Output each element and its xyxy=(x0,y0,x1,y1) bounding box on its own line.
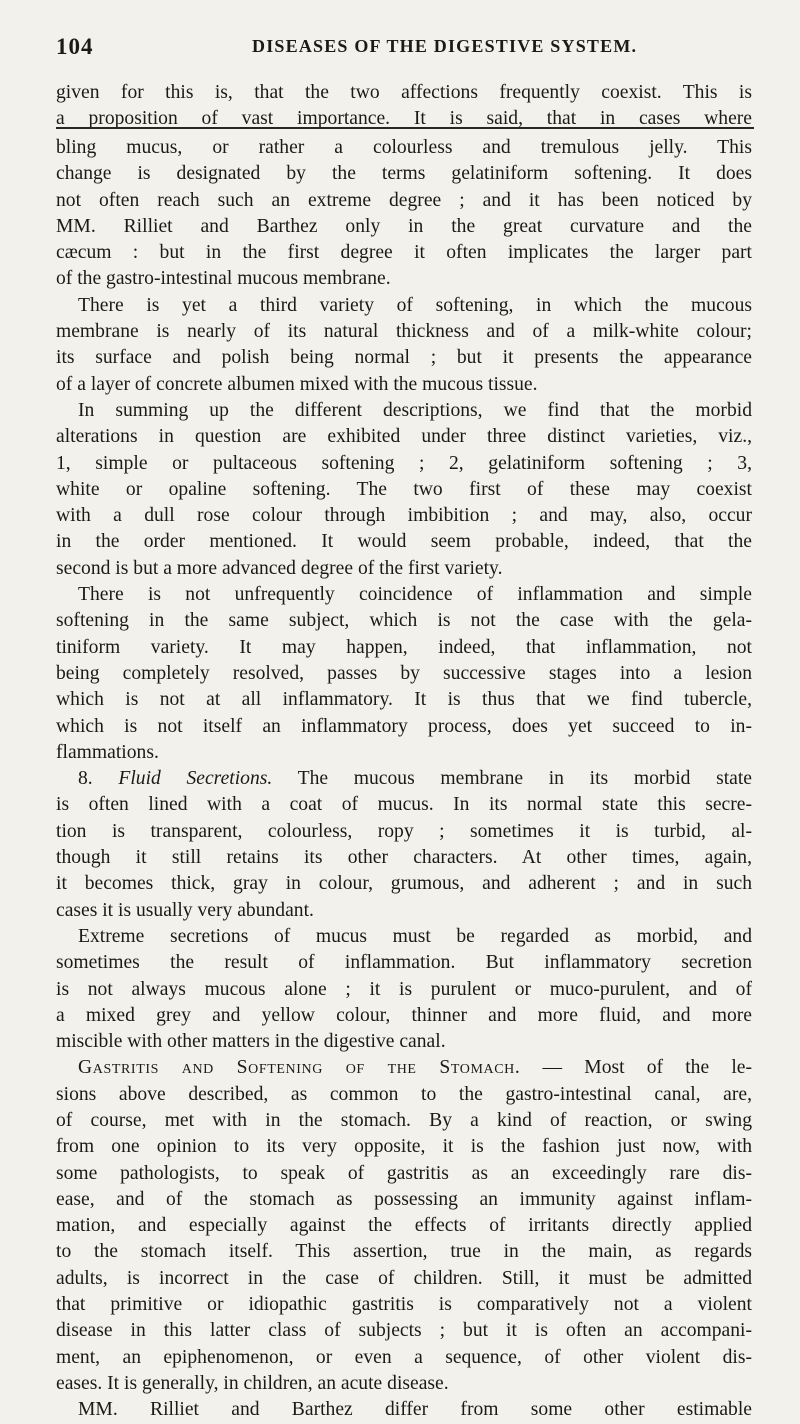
text-line: disease in this latter class of subjects ; but it is often an accompani- xyxy=(56,1320,752,1342)
text-line: a mixed grey and yellow colour, thinner and more fluid, and more xyxy=(56,1004,752,1026)
text-line: of a layer of concrete albumen mixed with the mucous tissue. xyxy=(56,373,538,395)
text-line: its surface and polish being normal ; but it presents the appearance xyxy=(56,347,752,369)
text-line: membrane is nearly of its natural thickness and of a milk-white colour; xyxy=(56,321,752,343)
section-text: — Most of the le- xyxy=(542,1057,752,1079)
text-line: sions above described, as common to the gastro-intestinal canal, are, xyxy=(56,1083,752,1105)
text-line: tiniform variety. It may happen, indeed, that inflammation, not xyxy=(56,636,752,658)
text-line: being completely resolved, passes by successive stages into a lesion xyxy=(56,662,752,684)
text-line: softening in the same subject, which is not the case with the gela- xyxy=(56,610,752,632)
text-line: to the stomach itself. This assertion, true in the main, as regards xyxy=(56,1241,752,1263)
text-line: miscible with other matters in the digestive canal. xyxy=(56,1031,446,1053)
text-line: sometimes the result of inflammation. But inflammatory secretion xyxy=(56,952,752,974)
text-line: with a dull rose colour through imbibition ; and may, also, occur xyxy=(56,505,752,527)
text-line: alterations in question are exhibited under three distinct varieties, viz., xyxy=(56,426,752,448)
text-line: it becomes thick, gray in colour, grumous, and adherent ; and in such xyxy=(56,873,752,895)
text-line: There is yet a third variety of softening, in which the mucous xyxy=(78,294,752,316)
text-line: bling mucus, or rather a colourless and tremulous jelly. This xyxy=(56,137,752,158)
text-line: which is not at all inflammatory. It is thus that we find tubercle, xyxy=(56,689,752,711)
page-header xyxy=(56,34,756,68)
text-line: There is not unfrequently coincidence of inflammation and simple xyxy=(78,584,752,606)
text-line: change is designated by the terms gelatiniform softening. It does xyxy=(56,163,752,185)
text-line: which is not itself an inflammatory process, does yet succeed to in- xyxy=(56,715,752,737)
text-line: MM. Rilliet and Barthez differ from some other estimable xyxy=(78,1399,752,1421)
section-heading: Fluid Secretions. xyxy=(118,768,273,790)
text-line: cæcum : but in the first degree it often implicates the larger part xyxy=(56,242,752,264)
text-line: not often reach such an extreme degree ; and it has been noticed by xyxy=(56,189,752,211)
text-line: though it still retains its other characters. At other times, again, xyxy=(56,847,752,869)
text-line: given for this is, that the two affections frequently coexist. This is xyxy=(56,82,752,103)
text-line: ease, and of the stomach as possessing an immunity against inflam- xyxy=(56,1188,752,1210)
section-heading-line xyxy=(56,766,752,792)
text-line: some pathologists, to speak of gastritis as an exceedingly rare dis- xyxy=(56,1162,752,1184)
text-line: in the order mentioned. It would seem probable, indeed, that the xyxy=(56,531,752,553)
text-line: of course, met with in the stomach. By a kind of reaction, or swing xyxy=(56,1109,752,1131)
section-heading-line xyxy=(56,1055,752,1081)
text-line: that primitive or idiopathic gastritis is comparatively not a violent xyxy=(56,1294,752,1316)
section-text: The mucous membrane in its morbid state xyxy=(297,768,753,790)
text-line: ment, an epiphenomenon, or even a sequence, of other violent dis- xyxy=(56,1346,752,1368)
section-number: 8. xyxy=(78,768,93,790)
text-line: second is but a more advanced degree of the first variety. xyxy=(56,557,503,579)
text-line: flammations. xyxy=(56,741,159,763)
text-line: a proposition of vast importance. It is said, that in cases where xyxy=(56,108,752,130)
text-line: of the gastro-intestinal mucous membrane. xyxy=(56,268,391,290)
section-heading: Gastritis and Softening of the Stomach. xyxy=(78,1057,521,1079)
text-line: white or opaline softening. The two first of these may coexist xyxy=(56,478,752,500)
text-line: adults, is incorrect in the case of children. Still, it must be admitted xyxy=(56,1267,752,1289)
page-splice-rule xyxy=(56,127,754,129)
text-line: from one opinion to its very opposite, it is the fashion just now, with xyxy=(56,1136,752,1158)
text-line: tion is transparent, colourless, ropy ; sometimes it is turbid, al- xyxy=(56,820,752,842)
text-line: is not always mucous alone ; it is purulent or muco-purulent, and of xyxy=(56,978,752,1000)
page-number: 104 xyxy=(56,34,94,59)
running-head: DISEASES OF THE DIGESTIVE SYSTEM. xyxy=(252,36,638,56)
text-line: eases. It is generally, in children, an acute disease. xyxy=(56,1372,449,1394)
text-line: is often lined with a coat of mucus. In its normal state this secre- xyxy=(56,794,752,816)
text-line: cases it is usually very abundant. xyxy=(56,899,314,921)
text-line: In summing up the different descriptions, we find that the morbid xyxy=(78,399,752,421)
text-line: mation, and especially against the effects of irritants directly applied xyxy=(56,1215,752,1237)
text-line: MM. Rilliet and Barthez only in the great curvature and the xyxy=(56,215,752,237)
main-text xyxy=(56,135,752,1424)
top-paragraph-fragment xyxy=(56,80,752,133)
text-line: Extreme secretions of mucus must be regarded as morbid, and xyxy=(78,925,752,947)
text-line: 1, simple or pultaceous softening ; 2, gelatiniform softening ; 3, xyxy=(56,452,752,474)
